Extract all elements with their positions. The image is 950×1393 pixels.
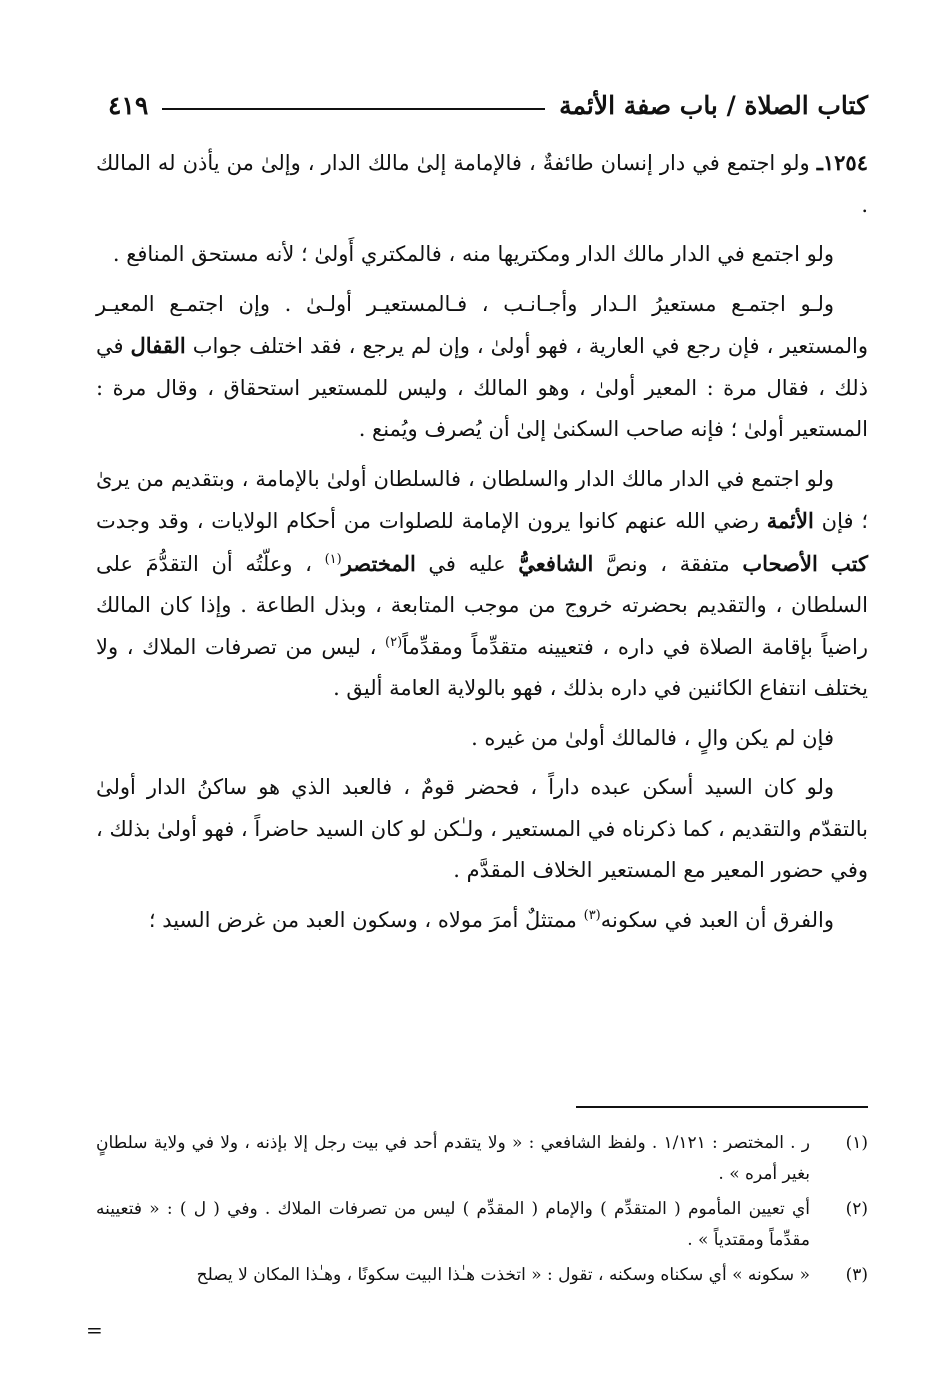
paragraph-1254 [96,142,868,226]
issue-number: ١٢٥٤ـ [816,150,868,175]
footnote-ref-1[interactable]: (١) [324,551,342,567]
paragraph-text: ولو اجتمع في دار إنسان طائفةٌ ، فالإمامة إلىٰ مالك الدار ، وإلىٰ من يأذن له المالك . [96,151,868,217]
paragraph-text: ، وعلّتُه أن التقدُّمَ على السلطان ، والتقديم بحضرته خروج من موجب المتابعة ، وبذل الطاعة . وإذا كان المالك راضياً بإقامة الصلاة في داره ، فتعيينه متقدِّماً ومقدِّماً [96,551,868,659]
paragraph-text: ، ليس من تصرفات الملاك ، ولا يختلف انتفاع الكائنين في داره بذلك ، فهو بالولاية العامة أليق . [96,634,868,700]
running-header [108,72,868,118]
scholar-name-qaffal: القفال [130,333,186,358]
footnote-ref-3[interactable]: (٣) [583,907,601,923]
paragraph-difference [96,900,868,942]
footnote-text: أي تعيين المأموم ( المتقدِّم ) والإمام ( المقدِّم ) ليس من تصرفات الملاك . وفي ( ل ) : « فتعيينه مقدِّماً ومقتدياً » . [96,1199,810,1250]
paragraph-text: ولو كان السيد أسكن عبده داراً ، فحضر قومٌ ، فالعبد الذي هو ساكنُ الدار أولىٰ بالتقدّم والتقديم ، كما ذكرناه في المستعير ، ولـٰكن لو كان السيد حاضراً ، فهو أولىٰ بذلك ، وفي حضور المعير مع المستعير الخلاف المقدَّم . [96,775,868,882]
page-number: ٤١٩ [108,91,149,120]
paragraph-text: ولو اجتمع في الدار مالك الدار ومكتريها منه ، فالمكتري أَولىٰ ؛ لأنه مستحق المنافع . [112,242,834,266]
footnote-text: ر . المختصر : ١/١٢١ . ولفظ الشافعي : « ولا يتقدم أحد في بيت رجل إلا بإذنه ، ولا في ولاية سلطانٍ بغير أمره » . [96,1133,810,1184]
paragraph-text: ممتثلٌ أمرَ مولاه ، وسكون العبد من غرض السيد ؛ [148,907,584,932]
paragraph-text: رضي الله عنهم كانوا يرون الإمامة للصلوات من أحكام الولايات ، وقد وجدت [96,509,767,533]
footnote-number: (٢) [845,1199,868,1219]
paragraph-lessee [96,234,868,276]
continuation-mark: = [86,1318,103,1342]
header-rule [162,108,545,110]
footnotes [96,1128,868,1295]
paragraph-text: ولـو اجتمـع مستعيرُ الـدار وأجـانـب ، فـالمستعيـر أولـىٰ . وإن اجتمـع المعيـر والمستعير ، فإن رجع في العارية ، فهو أولىٰ ، وإن لم يرجع ، فقد اختلف جواب [96,291,868,358]
paragraph-text: في ذلك ، فقال مرة : المعير أولىٰ ، وهو المالك ، وليس للمستعير استحقاق ، وقال مرة : المستعير أولىٰ ؛ فإنه صاحب السكنىٰ إلىٰ أن يُصرف ويُمنع . [96,334,868,441]
book-name-mukhtasar: المختصر [341,550,416,576]
footnote-2 [96,1194,868,1256]
main-text [96,142,868,941]
paragraph-text: فإن لم يكن والٍ ، فالمالك أولىٰ من غيره . [471,725,834,750]
footnote-3 [96,1260,868,1291]
footnote-ref-2[interactable]: (٢) [385,634,403,650]
paragraph-sultan [96,459,868,710]
paragraph-text: ولو اجتمع في الدار مالك الدار والسلطان ، فالسلطان أولىٰ بالإمامة ، وبتقديم من يرىٰ ؛ فإن [96,466,868,533]
chapter-title: كتاب الصلاة / باب صفة الأئمة [559,91,868,120]
paragraph-borrower [96,284,868,451]
term-aimma: الأئمة [766,508,814,533]
paragraph-no-ruler [96,718,868,760]
term-kutub-al-ashab: كتب الأصحاب [742,550,868,576]
paragraph-text: والفرق أن العبد في سكونه [600,907,834,932]
paragraph-text: متفقة ، ونصَّ [593,551,743,576]
footnote-number: (٣) [845,1265,868,1285]
paragraph-text: عليه في [415,551,519,576]
footnote-number: (١) [845,1133,868,1153]
scholar-name-shafii: الشافعيُّ [518,550,594,576]
footnote-separator [576,1106,868,1108]
footnote-1 [96,1128,868,1190]
paragraph-slave [96,767,868,892]
footnote-text: « سكونه » أي سكناه وسكنه ، تقول : « اتخذت هـٰذا البيت سكونًا ، وهـٰذا المكان لا يصلح [196,1265,810,1285]
